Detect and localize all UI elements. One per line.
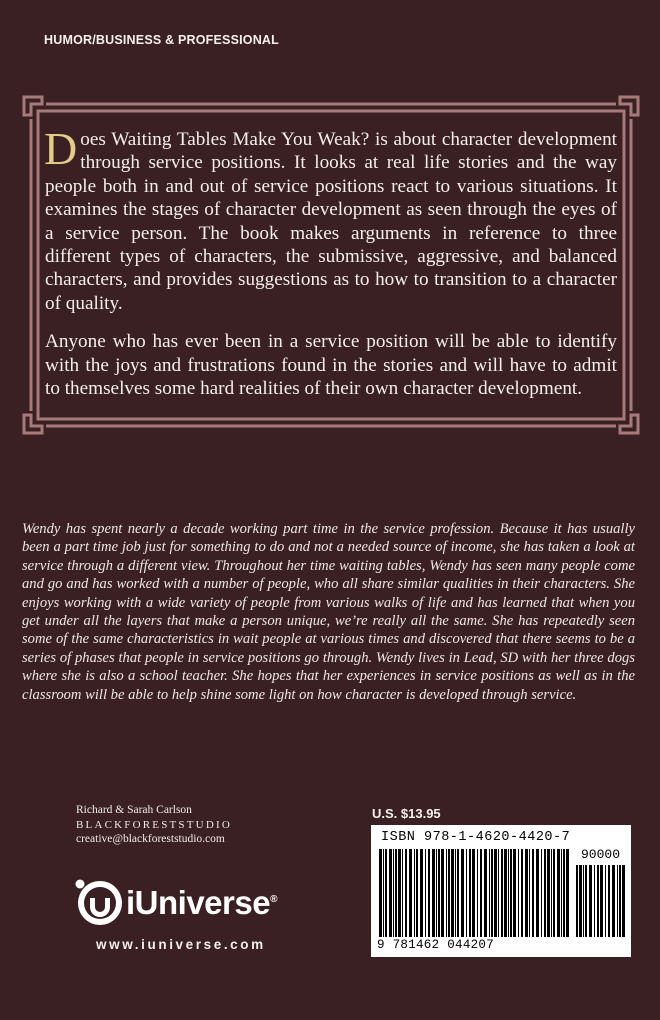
barcode-bar [617, 865, 618, 937]
barcode-bar [563, 849, 565, 937]
barcode-bar [398, 849, 401, 937]
barcode-bar [472, 849, 475, 937]
design-credit [76, 803, 232, 847]
barcode-bar [451, 849, 454, 937]
barcode-bar [608, 865, 610, 937]
barcode-price-code: 90000 [581, 847, 621, 862]
publisher-name: iUniverse® [126, 884, 277, 921]
barcode-bar [494, 849, 497, 937]
barcode-bar [420, 849, 423, 937]
barcode-bar [504, 849, 507, 937]
description-paragraph-2: Anyone who has ever been in a service position will be able to identify with the joys and frustrations found in the stories and will have to admit to themselves some hard realities of their own character development. [45, 331, 617, 400]
barcode-bar [536, 849, 539, 937]
barcode-bar [510, 849, 512, 937]
barcode-bar [579, 865, 582, 937]
isbn-label: ISBN 978-1-4620-4420-7 [381, 830, 571, 845]
barcode-bar [405, 849, 407, 937]
barcode-bar [436, 849, 437, 937]
barcode-bar [498, 849, 499, 937]
barcode-bar [557, 849, 560, 937]
barcode-bar [553, 849, 555, 937]
barcode-bar [480, 849, 482, 937]
barcode-bar [395, 849, 397, 937]
barcode-bar [612, 865, 615, 937]
barcode-bars-icon [379, 849, 569, 939]
barcode-bar [416, 849, 418, 937]
barcode-bar [491, 849, 493, 937]
barcode-bar [589, 865, 592, 937]
drop-cap: D [44, 123, 78, 174]
barcode-bar [622, 865, 625, 937]
barcode-bar [576, 865, 578, 937]
barcode [371, 825, 631, 957]
barcode-bar [600, 865, 603, 937]
barcode-bar [489, 849, 490, 937]
barcode-bar [547, 849, 550, 937]
barcode-bar [561, 849, 562, 937]
barcode-bar [461, 849, 464, 937]
barcode-number: 9 781462 044207 [377, 938, 495, 952]
book-description [44, 123, 617, 400]
barcode-bar [385, 849, 387, 937]
addon-bars-icon [576, 865, 626, 939]
studio-email: creative@blackforeststudio.com [76, 833, 225, 845]
barcode-bar [477, 849, 478, 937]
barcode-bar [446, 849, 447, 937]
barcode-bar [469, 849, 471, 937]
designer-names: Richard & Sarah Carlson [76, 804, 192, 816]
barcode-bar [438, 849, 440, 937]
studio-name: BLACKFORESTSTUDIO [76, 818, 232, 831]
barcode-bar [551, 849, 552, 937]
barcode-bar [583, 865, 584, 937]
barcode-bar [619, 865, 621, 937]
barcode-bar [605, 865, 606, 937]
category-label: HUMOR/BUSINESS & PROFESSIONAL [44, 33, 279, 47]
barcode-bar [457, 849, 459, 937]
barcode-bar [455, 849, 456, 937]
barcode-bar [597, 865, 599, 937]
barcode-bar [425, 849, 426, 937]
barcode-bar [448, 849, 450, 937]
barcode-bar [541, 849, 542, 937]
barcode-bar [521, 849, 523, 937]
barcode-bar [409, 849, 412, 937]
barcode-bar [383, 849, 384, 937]
barcode-bar [513, 849, 516, 937]
barcode-bar [544, 849, 546, 937]
barcode-bar [389, 849, 392, 937]
price-label: U.S. $13.95 [372, 806, 441, 821]
barcode-bar [532, 849, 534, 937]
barcode-bar [402, 849, 403, 937]
barcode-bar [501, 849, 503, 937]
author-bio: Wendy has spent nearly a decade working part time in the service profession. Because it has usually been a part time job just for something to do and not a needed source of income, she has taken a look at service through a different view. Throughout her time waiting tables, Wendy has seen many people come and go and has worked with a number of people, who all share similar qualities in their characters. She enjoys working with a wide variety of people from various walks of life and has learned that when you get under all the layers that make a person unique, we’re really all the same. She has repeatedly seen some of the same characteristics in wait people at various times and discovered that there seems to be a series of phases that people in service positions go through. Wendy lives in Lead, SD with her three dogs where she is also a school teacher. She hopes that her experiences in service positions as well as in the classroom will be able to help shine some light on how character is developed through service. [22, 521, 635, 703]
barcode-bar [466, 849, 467, 937]
barcode-bar [441, 849, 444, 937]
barcode-bar [585, 865, 587, 937]
barcode-bar [432, 849, 435, 937]
description-paragraph-1: Does Waiting Tables Make You Weak? is about character development through service positions. It looks at real life stories and the way people both in and out of service positions react to various situations. It examines the stages of character development as seen through the eyes of a service person. The book makes arguments in reference to three different types of characters, the submissive, aggressive, and balanced characters, and provides suggestions as to how to transition to a character of quality. [44, 123, 617, 314]
barcode-bar [379, 849, 382, 937]
barcode-bar [484, 849, 487, 937]
barcode-bar [508, 849, 509, 937]
barcode-bar [594, 865, 595, 937]
barcode-bar [518, 849, 519, 937]
barcode-bar [393, 849, 394, 937]
barcode-bar [525, 849, 528, 937]
barcode-bar [566, 849, 569, 937]
barcode-bar [428, 849, 430, 937]
barcode-bar [529, 849, 530, 937]
publisher-url: www.iuniverse.com [96, 937, 266, 952]
barcode-bar [414, 849, 415, 937]
